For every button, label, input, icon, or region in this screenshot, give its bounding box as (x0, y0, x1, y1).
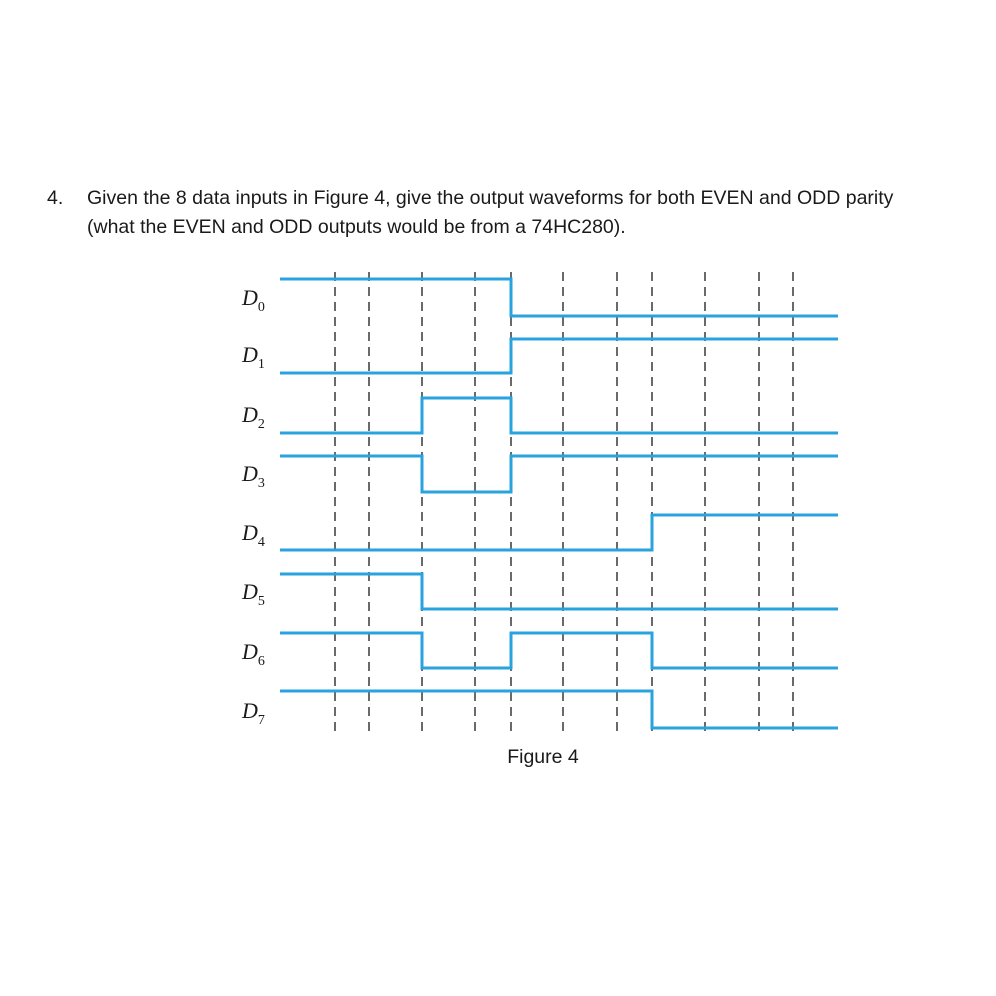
waveform-d6 (280, 633, 838, 668)
question-text-line-1: Given the 8 data inputs in Figure 4, give the output waveforms for both EVEN and ODD parity (87, 187, 894, 209)
signal-label-letter: D (242, 698, 258, 723)
signal-label-subscript: 5 (257, 594, 265, 609)
signal-label-subscript: 0 (257, 300, 265, 315)
signal-label-letter: D (242, 342, 258, 367)
figure-caption: Figure 4 (507, 746, 579, 768)
waveforms (280, 279, 838, 728)
question-number: 4. (47, 187, 64, 209)
waveform-d4 (280, 515, 838, 550)
waveform-d0 (280, 279, 838, 316)
signal-label-letter: D (242, 285, 258, 310)
waveform-d5 (280, 574, 838, 609)
question-text-line-2: (what the EVEN and ODD outputs would be from a 74HC280). (87, 216, 626, 238)
waveform-d3 (280, 456, 838, 492)
signal-label-subscript: 6 (257, 654, 265, 669)
signal-label-letter: D (242, 461, 258, 486)
signal-label-d2 (241, 402, 265, 432)
signal-label-subscript: 1 (257, 357, 265, 372)
signal-label-letter: D (242, 520, 258, 545)
waveform-d2 (280, 398, 838, 433)
signal-label-subscript: 4 (257, 535, 265, 550)
figure-caption-wrapper (0, 746, 996, 769)
signal-label-d1 (241, 342, 265, 372)
signal-label-d3 (241, 461, 265, 491)
signal-label-d6 (241, 639, 265, 669)
timing-gridlines (335, 272, 793, 732)
signal-label-d4 (241, 520, 265, 550)
signal-label-letter: D (242, 579, 258, 604)
signal-label-d7 (241, 698, 265, 728)
waveform-d1 (280, 339, 838, 373)
signal-label-letter: D (242, 402, 258, 427)
waveform-d7 (280, 691, 838, 728)
signal-label-d5 (241, 579, 265, 609)
signal-label-subscript: 2 (257, 417, 265, 432)
signal-label-subscript: 7 (257, 713, 265, 728)
signal-label-letter: D (242, 639, 258, 664)
signal-labels (241, 285, 265, 728)
signal-label-subscript: 3 (257, 476, 265, 491)
signal-label-d0 (241, 285, 265, 315)
